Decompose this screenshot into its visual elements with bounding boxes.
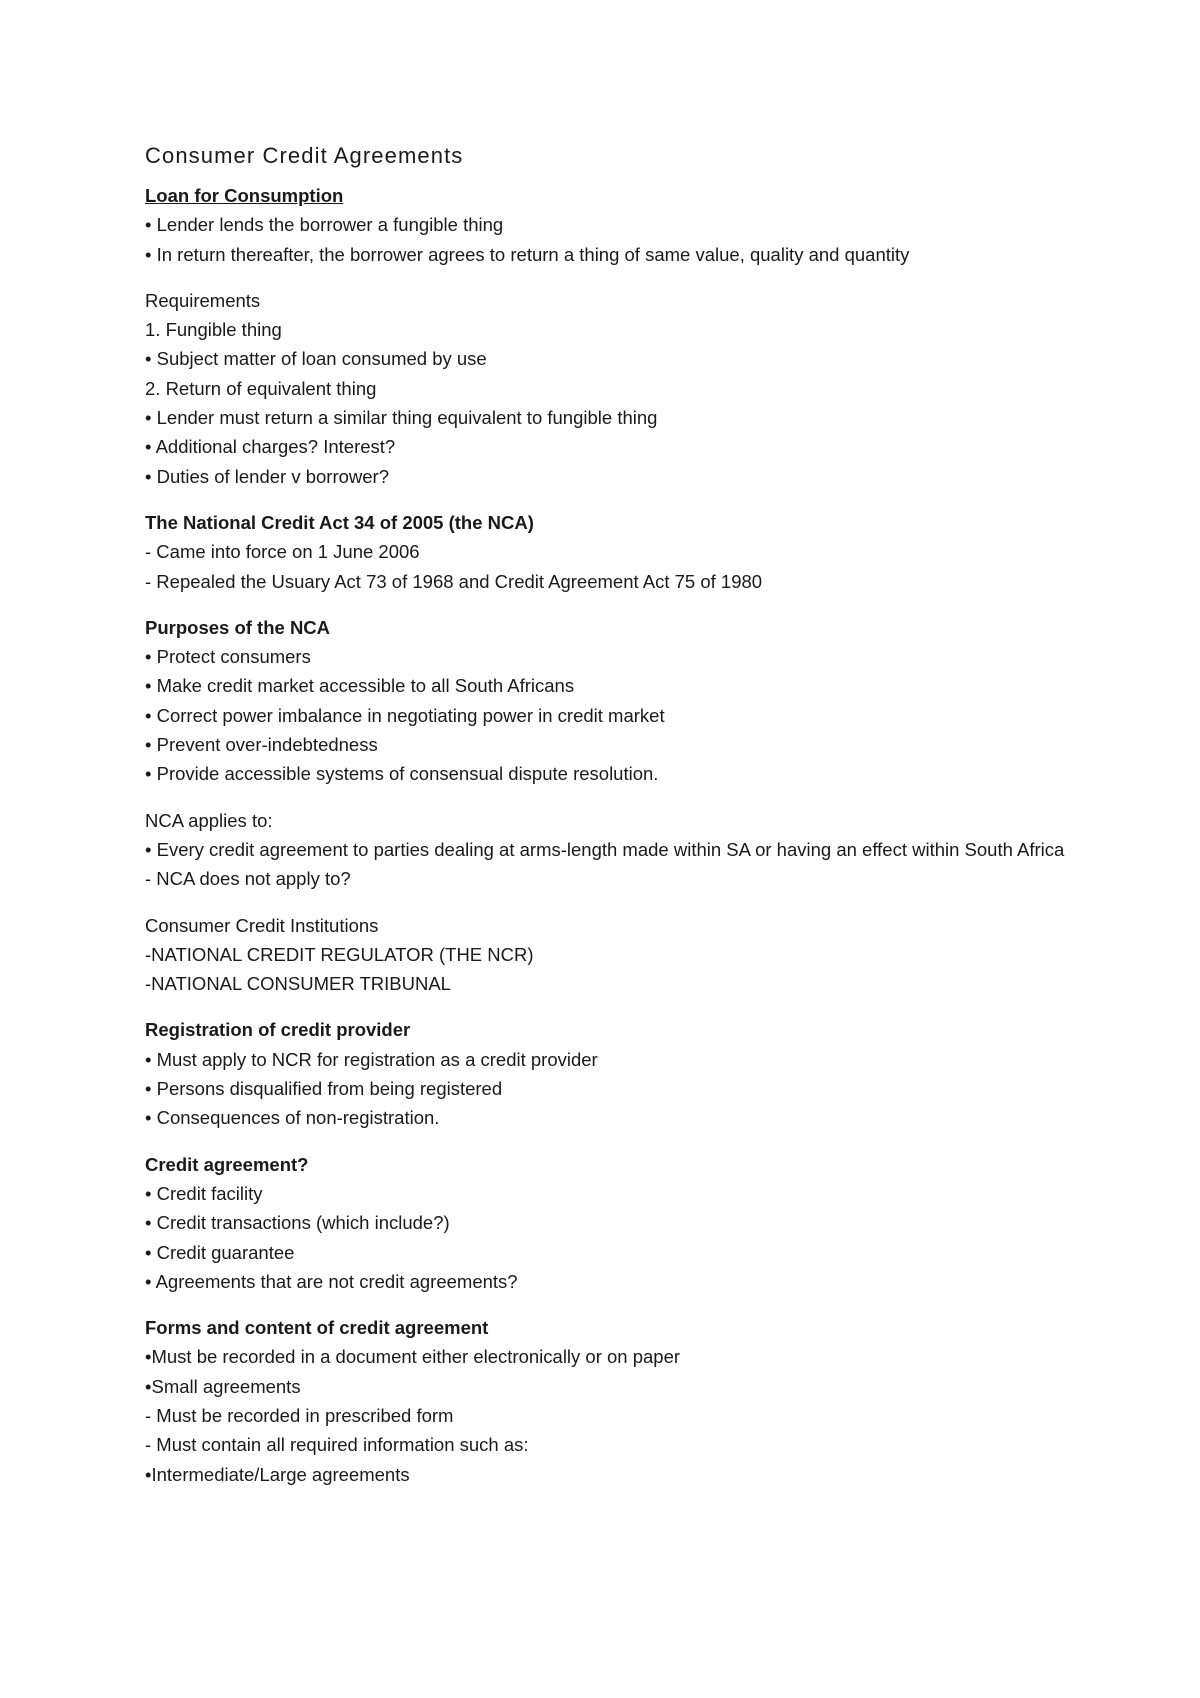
document-section xyxy=(145,286,1085,491)
section-line: - Came into force on 1 June 2006 xyxy=(145,541,420,563)
section-heading: Forms and content of credit agreement xyxy=(145,1317,489,1339)
section-line: • Lender must return a similar thing equivalent to fungible thing xyxy=(145,407,658,429)
section-line: -NATIONAL CONSUMER TRIBUNAL xyxy=(145,973,451,995)
section-line: • Duties of lender v borrower? xyxy=(145,465,390,487)
section-line: • Consequences of non-registration. xyxy=(145,1107,440,1129)
document-sections xyxy=(145,181,1085,1489)
document-section xyxy=(145,806,1085,894)
section-line: 2. Return of equivalent thing xyxy=(145,377,377,399)
section-line: •Intermediate/Large agreements xyxy=(145,1463,410,1485)
section-line: • Protect consumers xyxy=(145,646,311,668)
section-heading: NCA applies to: xyxy=(145,809,273,831)
section-line: • Credit transactions (which include?) xyxy=(145,1212,450,1234)
section-line: •Must be recorded in a document either electronically or on paper xyxy=(145,1346,681,1368)
section-line: • Provide accessible systems of consensual dispute resolution. xyxy=(145,763,659,785)
section-heading: Loan for Consumption xyxy=(145,185,344,206)
section-heading: Registration of credit provider xyxy=(145,1019,411,1041)
document-section xyxy=(145,1015,1085,1132)
section-line: - Must contain all required information such as: xyxy=(145,1434,529,1456)
section-line: - Must be recorded in prescribed form xyxy=(145,1404,454,1426)
section-line: 1. Fungible thing xyxy=(145,319,282,341)
document-section xyxy=(145,613,1085,789)
section-line: -NATIONAL CREDIT REGULATOR (THE NCR) xyxy=(145,943,534,965)
section-line: • Additional charges? Interest? xyxy=(145,436,396,458)
section-heading: Requirements xyxy=(145,289,261,311)
section-line: • Every credit agreement to parties dealing at arms-length made within SA or having an effect within South Africa xyxy=(145,838,1065,860)
section-line: • Persons disqualified from being registered xyxy=(145,1078,503,1100)
document-section xyxy=(145,911,1085,999)
section-line: • Must apply to NCR for registration as a credit provider xyxy=(145,1048,598,1070)
document-section xyxy=(145,181,1085,269)
section-line: • Subject matter of loan consumed by use xyxy=(145,348,487,370)
section-line: • Prevent over-indebtedness xyxy=(145,734,378,756)
document-body xyxy=(145,142,1085,1506)
section-line: - NCA does not apply to? xyxy=(145,868,351,890)
section-line: • Credit facility xyxy=(145,1182,263,1204)
section-line: - Repealed the Usuary Act 73 of 1968 and Credit Agreement Act 75 of 1980 xyxy=(145,570,763,592)
section-heading: Consumer Credit Institutions xyxy=(145,914,379,936)
document-section xyxy=(145,508,1085,596)
section-line: • Agreements that are not credit agreements? xyxy=(145,1270,518,1292)
section-line: • Correct power imbalance in negotiating power in credit market xyxy=(145,704,665,726)
document-section xyxy=(145,1313,1085,1489)
section-heading: Credit agreement? xyxy=(145,1153,309,1175)
section-line: • In return thereafter, the borrower agrees to return a thing of same value, quality and quantity xyxy=(145,243,910,265)
section-line: • Lender lends the borrower a fungible thing xyxy=(145,214,504,236)
section-heading: Purposes of the NCA xyxy=(145,616,331,638)
section-line: • Credit guarantee xyxy=(145,1241,295,1263)
document-title: Consumer Credit Agreements xyxy=(145,143,464,168)
section-heading: The National Credit Act 34 of 2005 (the NCA) xyxy=(145,511,534,533)
section-line: • Make credit market accessible to all South Africans xyxy=(145,675,575,697)
section-line: •Small agreements xyxy=(145,1375,301,1397)
document-section xyxy=(145,1150,1085,1296)
